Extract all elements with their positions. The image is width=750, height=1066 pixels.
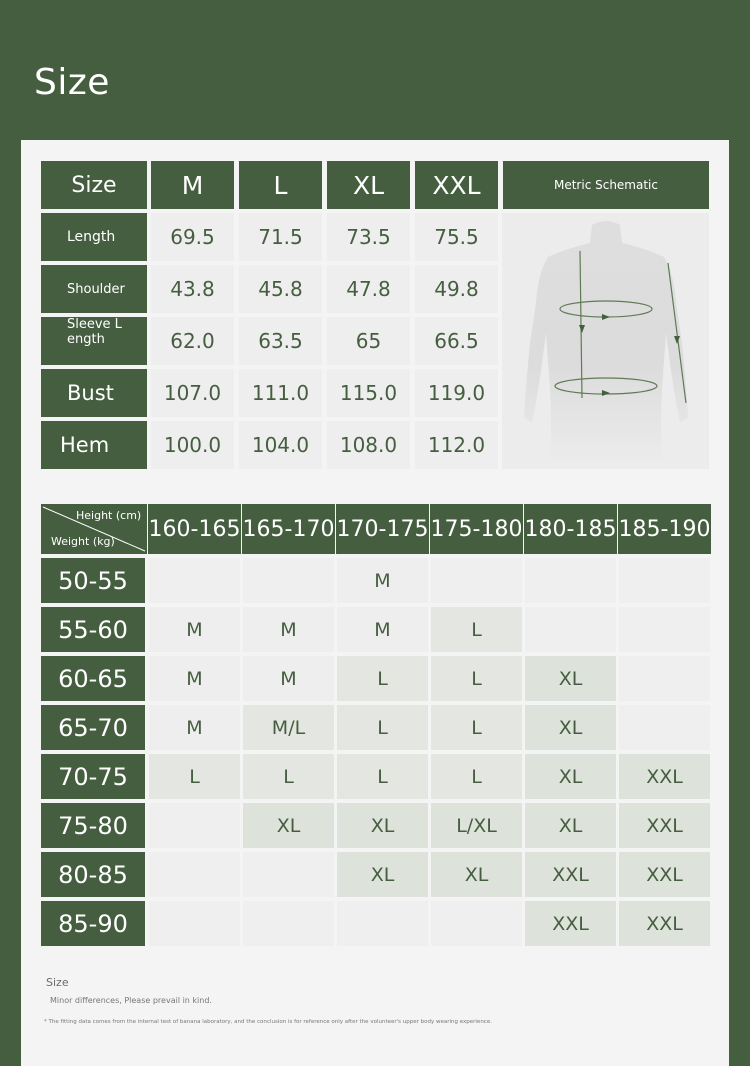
sleeve-m: 62.0 xyxy=(151,317,234,365)
hem-l: 104.0 xyxy=(239,421,322,469)
height-col-header: 180-185 xyxy=(524,504,617,554)
fit-cell xyxy=(337,901,428,946)
fit-cell: L xyxy=(337,754,428,799)
shoulder-m: 43.8 xyxy=(151,265,234,313)
fit-cell: M xyxy=(149,705,240,750)
fit-cell xyxy=(619,705,710,750)
fit-cell: L xyxy=(337,656,428,701)
hem-xxl: 112.0 xyxy=(415,421,498,469)
length-m: 69.5 xyxy=(151,213,234,261)
fit-cell xyxy=(431,901,522,946)
fit-cell: L xyxy=(431,656,522,701)
fit-cell xyxy=(243,558,334,603)
row-label-shoulder: Shoulder xyxy=(41,265,147,313)
size-corner-header: Size xyxy=(41,161,147,209)
fit-cell: XXL xyxy=(619,852,710,897)
fit-cell: XL xyxy=(525,754,616,799)
sleeve-l: 63.5 xyxy=(239,317,322,365)
bust-l: 111.0 xyxy=(239,369,322,417)
height-axis-label: Height (cm) xyxy=(76,509,142,522)
fit-cell: L xyxy=(243,754,334,799)
fit-cell: L xyxy=(431,607,522,652)
bust-m: 107.0 xyxy=(151,369,234,417)
body-silhouette-icon xyxy=(502,213,709,469)
fit-cell: XL xyxy=(431,852,522,897)
fit-cell: M xyxy=(243,607,334,652)
fit-cell: XXL xyxy=(619,754,710,799)
bust-xl: 115.0 xyxy=(327,369,410,417)
height-col-header: 165-170 xyxy=(242,504,335,554)
fit-cell: M xyxy=(337,607,428,652)
height-col-header: 160-165 xyxy=(148,504,241,554)
fit-cell: XL xyxy=(337,803,428,848)
fit-cell xyxy=(619,558,710,603)
row-label-hem: Hem xyxy=(41,421,147,469)
fit-cell: XXL xyxy=(619,803,710,848)
sleeve-xxl: 66.5 xyxy=(415,317,498,365)
size-col-xxl: XXL xyxy=(415,161,498,209)
fit-cell: XL xyxy=(525,705,616,750)
fit-cell: XL xyxy=(243,803,334,848)
shoulder-xl: 47.8 xyxy=(327,265,410,313)
weight-row-label: 80-85 xyxy=(41,852,145,897)
row-label-length: Length xyxy=(41,213,147,261)
fit-cell xyxy=(619,607,710,652)
weight-row-label: 65-70 xyxy=(41,705,145,750)
fit-cell xyxy=(525,607,616,652)
metric-schematic-header: Metric Schematic xyxy=(503,161,709,209)
weight-row-label: 70-75 xyxy=(41,754,145,799)
fit-cell xyxy=(149,852,240,897)
page-title: Size xyxy=(34,62,110,103)
length-xxl: 75.5 xyxy=(415,213,498,261)
sleeve-label-line1: Sleeve L xyxy=(67,317,122,332)
fit-cell: M xyxy=(243,656,334,701)
fit-cell: XXL xyxy=(525,852,616,897)
bust-xxl: 119.0 xyxy=(415,369,498,417)
size-col-m: M xyxy=(151,161,234,209)
shoulder-xxl: 49.8 xyxy=(415,265,498,313)
fit-cell xyxy=(149,803,240,848)
fit-cell xyxy=(619,656,710,701)
fit-cell: L xyxy=(431,705,522,750)
hem-m: 100.0 xyxy=(151,421,234,469)
fit-cell: XL xyxy=(337,852,428,897)
height-col-header: 175-180 xyxy=(430,504,523,554)
fit-cell: L xyxy=(337,705,428,750)
row-label-sleeve-length xyxy=(41,317,147,365)
fit-cell xyxy=(243,901,334,946)
fit-cell: M xyxy=(149,607,240,652)
metric-schematic-image xyxy=(502,213,709,469)
fit-cell: L xyxy=(431,754,522,799)
size-col-xl: XL xyxy=(327,161,410,209)
footer-note: Minor differences, Please prevail in kind. xyxy=(50,996,212,1005)
length-l: 71.5 xyxy=(239,213,322,261)
length-xl: 73.5 xyxy=(327,213,410,261)
fit-cell: XXL xyxy=(619,901,710,946)
fit-cell xyxy=(149,901,240,946)
weight-row-label: 50-55 xyxy=(41,558,145,603)
fit-cell xyxy=(149,558,240,603)
fit-cell: XL xyxy=(525,803,616,848)
footer-disclaimer: * The fitting data comes from the internal test of banana laboratory, and the conclusion is for reference only after the volunteer's upper body wearing experience. xyxy=(44,1019,492,1025)
size-col-l: L xyxy=(239,161,322,209)
fit-cell: M xyxy=(149,656,240,701)
fit-cell: XXL xyxy=(525,901,616,946)
sleeve-label-line2: ength xyxy=(67,332,105,347)
sleeve-xl: 65 xyxy=(327,317,410,365)
row-label-bust: Bust xyxy=(41,369,147,417)
weight-row-label: 60-65 xyxy=(41,656,145,701)
height-col-header: 185-190 xyxy=(618,504,711,554)
fit-cell: M xyxy=(337,558,428,603)
weight-row-label: 55-60 xyxy=(41,607,145,652)
height-col-header: 170-175 xyxy=(336,504,429,554)
fit-cell: M/L xyxy=(243,705,334,750)
fit-cell xyxy=(525,558,616,603)
weight-row-label: 85-90 xyxy=(41,901,145,946)
fit-cell: L xyxy=(149,754,240,799)
hem-xl: 108.0 xyxy=(327,421,410,469)
weight-axis-label: Weight (kg) xyxy=(51,535,115,548)
fit-corner-header xyxy=(41,504,147,554)
fit-cell xyxy=(243,852,334,897)
fit-cell xyxy=(431,558,522,603)
shoulder-l: 45.8 xyxy=(239,265,322,313)
footer-title: Size xyxy=(46,976,69,989)
fit-cell: L/XL xyxy=(431,803,522,848)
fit-cell: XL xyxy=(525,656,616,701)
weight-row-label: 75-80 xyxy=(41,803,145,848)
